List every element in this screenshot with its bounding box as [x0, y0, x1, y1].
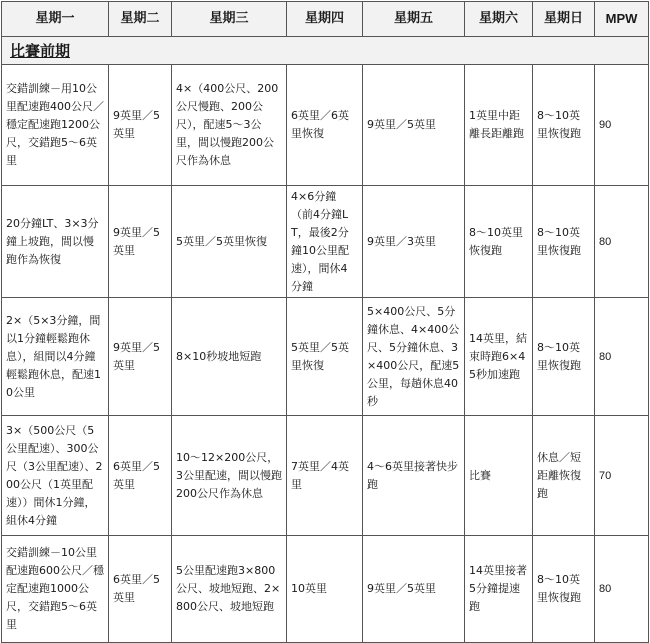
table-row	[2, 298, 649, 416]
training-schedule-table	[1, 1, 649, 643]
cell-saturday: 1英里中距離長距離跑	[465, 65, 533, 186]
cell-thursday: 10英里	[287, 536, 363, 643]
cell-wednesday: 8×10秒坡地短跑	[172, 298, 287, 416]
cell-sunday: 8～10英里恢復跑	[533, 65, 595, 186]
header-mpw: MPW	[595, 2, 649, 37]
cell-saturday: 比賽	[465, 416, 533, 536]
section-row	[2, 37, 649, 65]
cell-tuesday: 9英里／5英里	[109, 298, 172, 416]
cell-friday: 9英里／3英里	[363, 186, 465, 298]
cell-saturday: 8～10英里恢復跑	[465, 186, 533, 298]
cell-thursday: 5英里／5英里恢復	[287, 298, 363, 416]
cell-thursday: 7英里／4英里	[287, 416, 363, 536]
cell-friday: 9英里／5英里	[363, 536, 465, 643]
cell-mpw: 90	[595, 65, 649, 186]
header-wednesday: 星期三	[172, 2, 287, 37]
cell-friday: 9英里／5英里	[363, 65, 465, 186]
header-monday: 星期一	[2, 2, 109, 37]
cell-tuesday: 6英里／5英里	[109, 416, 172, 536]
table-row	[2, 65, 649, 186]
table-row	[2, 186, 649, 298]
cell-mpw: 80	[595, 298, 649, 416]
header-tuesday: 星期二	[109, 2, 172, 37]
cell-mpw: 80	[595, 186, 649, 298]
cell-wednesday: 5英里／5英里恢復	[172, 186, 287, 298]
table-row	[2, 416, 649, 536]
header-saturday: 星期六	[465, 2, 533, 37]
cell-mpw: 80	[595, 536, 649, 643]
cell-saturday: 14英里，結束時跑6×45秒加速跑	[465, 298, 533, 416]
cell-wednesday: 5公里配速跑3×800公尺、坡地短跑、2×800公尺、坡地短跑	[172, 536, 287, 643]
cell-wednesday: 4×（400公尺、200公尺慢跑、200公尺），配速5～3公里，間以慢跑200公尺作為休息	[172, 65, 287, 186]
cell-friday: 5×400公尺、5分鐘休息、4×400公尺、5分鐘休息、3×400公尺，配速5公里，每趟休息40秒	[363, 298, 465, 416]
cell-monday: 20分鐘LT、3×3分鐘上坡跑，間以慢跑作為恢復	[2, 186, 109, 298]
cell-monday: 2×（5×3分鐘，間以1分鐘輕鬆跑休息），組間以4分鐘輕鬆跑休息，配速10公里	[2, 298, 109, 416]
section-title: 比賽前期	[2, 37, 649, 65]
cell-tuesday: 6英里／5英里	[109, 536, 172, 643]
header-thursday: 星期四	[287, 2, 363, 37]
cell-monday: 3×（500公尺（5公里配速）、300公尺（3公里配速）、200公尺（1英里配速））間休1分鐘，組休4分鐘	[2, 416, 109, 536]
header-row	[2, 2, 649, 37]
header-friday: 星期五	[363, 2, 465, 37]
cell-wednesday: 10～12×200公尺，3公里配速，間以慢跑200公尺作為休息	[172, 416, 287, 536]
cell-monday: 交錯訓練－10公里配速跑600公尺／穩定配速跑1000公尺，交錯跑5～6英里	[2, 536, 109, 643]
cell-thursday: 6英里／6英里恢復	[287, 65, 363, 186]
cell-sunday: 8～10英里恢復跑	[533, 298, 595, 416]
cell-sunday: 8～10英里恢復跑	[533, 186, 595, 298]
cell-tuesday: 9英里／5英里	[109, 65, 172, 186]
cell-sunday: 休息／短距離恢復跑	[533, 416, 595, 536]
cell-sunday: 8～10英里恢復跑	[533, 536, 595, 643]
header-sunday: 星期日	[533, 2, 595, 37]
cell-saturday: 14英里接著5分鐘提速跑	[465, 536, 533, 643]
cell-tuesday: 9英里／5英里	[109, 186, 172, 298]
cell-thursday: 4×6分鐘（前4分鐘LT，最後2分鐘10公里配速），間休4分鐘	[287, 186, 363, 298]
table-row	[2, 536, 649, 643]
cell-monday: 交錯訓練－用10公里配速跑400公尺／穩定配速跑1200公尺，交錯跑5～6英里	[2, 65, 109, 186]
cell-mpw: 70	[595, 416, 649, 536]
cell-friday: 4～6英里接著快步跑	[363, 416, 465, 536]
